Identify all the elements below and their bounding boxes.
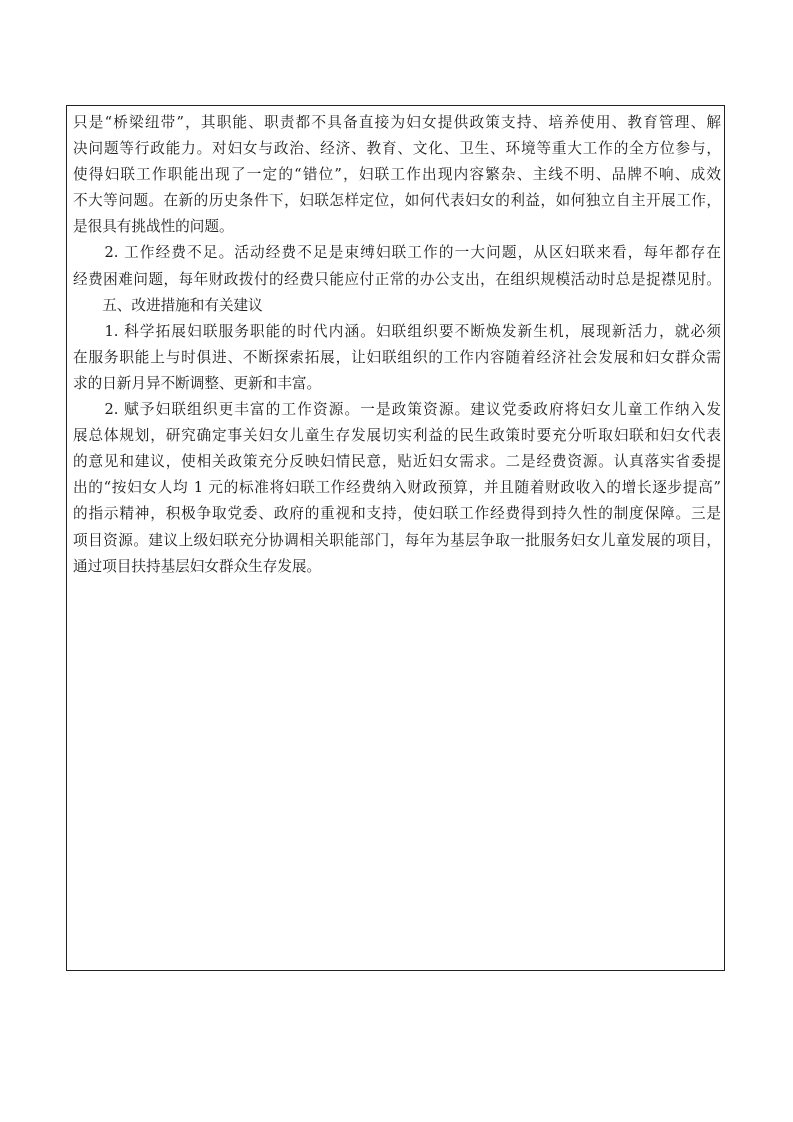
- section-heading: 五、改进措施和有关建议: [73, 296, 263, 314]
- text-line: 出的“按妇女人均 1 元的标准将妇联工作经费纳入财政预算，并且随着财政收入的增长逐步提高”: [73, 479, 721, 497]
- text-line: 的指示精神，积极争取党委、政府的重视和支持，使妇联工作经费得到持久性的制度保障。三是: [73, 505, 721, 523]
- text-line: 展总体规划，研究确定事关妇女儿童生存发展切实利益的民生政策时要充分听取妇联和妇女代表: [73, 427, 721, 445]
- text-line: 只是“桥梁纽带”，其职能、职责都不具备直接为妇女提供政策支持、培养使用、教育管理、解: [73, 114, 721, 131]
- text-line: 1. 科学拓展妇联服务职能的时代内涵。妇联组织要不断焕发新生机，展现新活力，就必须: [73, 322, 721, 340]
- document-body: [73, 110, 721, 580]
- text-line: 经费困难问题，每年财政拨付的经费只能应付正常的办公支出，在组织规模活动时总是捉襟见肘。: [73, 270, 721, 288]
- text-line: 使得妇联工作职能出现了一定的“错位”，妇联工作出现内容繁杂、主线不明、品牌不响、成效: [73, 166, 721, 184]
- text-line: 2. 赋予妇联组织更丰富的工作资源。一是政策资源。建议党委政府将妇女儿童工作纳入发: [73, 401, 721, 419]
- text-line: 2. 工作经费不足。活动经费不足是束缚妇联工作的一大问题，从区妇联来看，每年都存在: [73, 244, 721, 262]
- text-line: 是很具有挑战性的问题。: [73, 218, 234, 236]
- text-line: 项目资源。建议上级妇联充分协调相关职能部门，每年为基层争取一批服务妇女儿童发展的项目，: [73, 531, 721, 549]
- text-line: 求的日新月异不断调整、更新和丰富。: [73, 374, 322, 392]
- text-line: 的意见和建议，使相关政策充分反映妇情民意，贴近妇女需求。二是经费资源。认真落实省委提: [73, 453, 721, 471]
- text-line: 在服务职能上与时俱进、不断探索拓展，让妇联组织的工作内容随着经济社会发展和妇女群众需: [73, 348, 721, 366]
- text-line: 通过项目扶持基层妇女群众生存发展。: [73, 557, 322, 575]
- text-line: 不大等问题。在新的历史条件下，妇联怎样定位，如何代表妇女的利益，如何独立自主开展工作，: [73, 192, 721, 210]
- text-line: 决问题等行政能力。对妇女与政治、经济、教育、文化、卫生、环境等重大工作的全方位参与，: [73, 140, 721, 158]
